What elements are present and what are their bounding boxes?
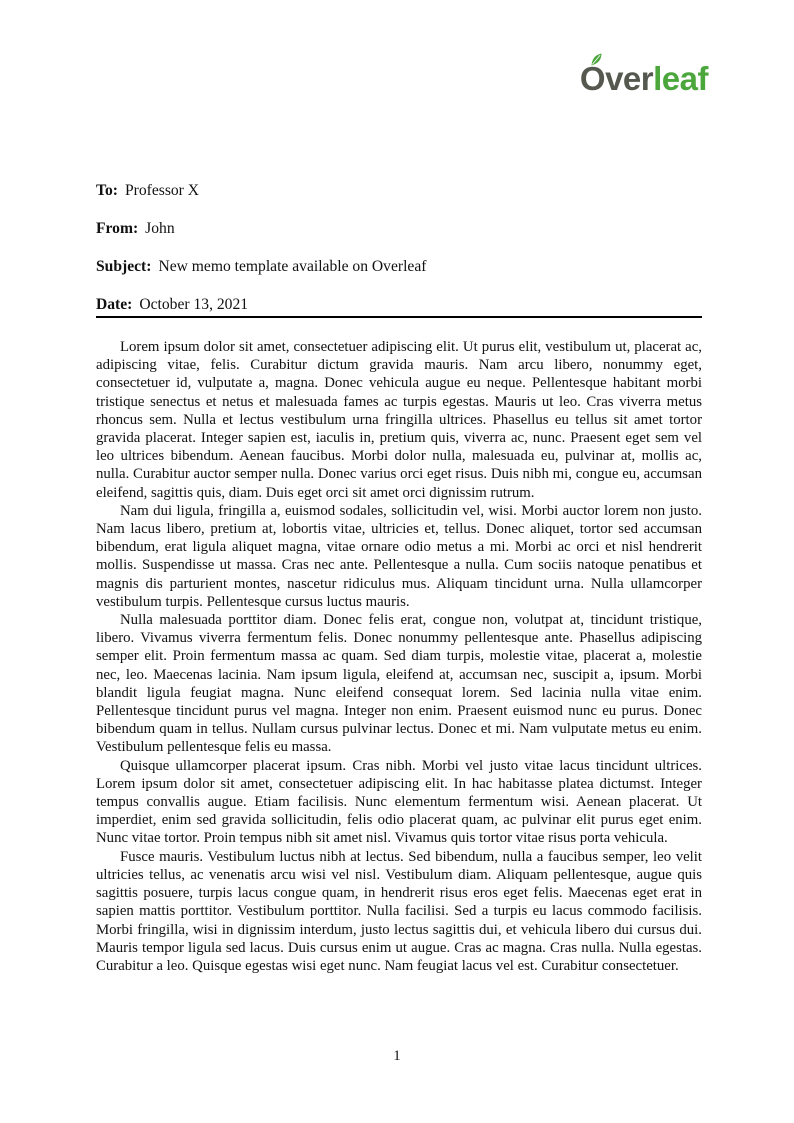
memo-field-value: John [145, 220, 175, 237]
logo-letter-o [580, 60, 605, 98]
body-paragraph: Lorem ipsum dolor sit amet, consectetuer adipiscing elit. Ut purus elit, vestibulum ut, placerat ac, adipiscing vitae, felis. Curabitur dictum gravida mauris. Nam arcu libero, nonummy eget, consectetuer id, vulputate a, magna. Donec vehicula augue eu neque. Pellentesque habitant morbi tristique senectus et netus et malesuada fames ac turpis egestas. Mauris ut leo. Cras viverra metus rhoncus sem. Nulla et lectus vestibulum urna fringilla ultrices. Phasellus eu tellus sit amet tortor gravida placerat. Integer sapien est, iaculis in, pretium quis, viverra ac, nunc. Praesent eget sem vel leo ultrices bibendum. Aenean faucibus. Morbi dolor nulla, malesuada eu, pulvinar at, mollis ac, nulla. Curabitur auctor semper nulla. Donec varius orci eget risus. Duis nibh mi, congue eu, accumsan eleifend, sagittis quis, diam. Duis eget orci sit amet orci dignissim rutrum. [96, 339, 702, 501]
memo-field-label: Subject: [96, 258, 152, 275]
memo-body [96, 338, 702, 975]
divider-rule [96, 316, 702, 318]
body-paragraph: Nam dui ligula, fringilla a, euismod sodales, sollicitudin vel, wisi. Morbi auctor lorem non justo. Nam lacus libero, pretium at, lobortis vitae, ultricies et, tellus. Donec aliquet, tortor sed accumsan bibendum, erat ligula aliquet magna, vitae ornare odio metus a mi. Morbi ac orci et nisl hendrerit mollis. Suspendisse ut massa. Cras nec ante. Pellentesque a nulla. Cum sociis natoque penatibus et magnis dis parturient montes, nascetur ridiculus mus. Aliquam tincidunt urna. Nulla ullamcorper vestibulum turpis. Pellentesque cursus luctus mauris. [96, 502, 702, 610]
memo-field-label: From: [96, 220, 139, 237]
body-paragraph: Fusce mauris. Vestibulum luctus nibh at lectus. Sed bibendum, nulla a faucibus semper, leo velit ultricies tellus, ac venenatis arcu wisi vel nisl. Vestibulum diam. Aliquam pellentesque, augue quis sagittis posuere, turpis lacus congue quam, in hendrerit risus eros eget felis. Maecenas eget erat in sapien mattis porttitor. Vestibulum porttitor. Nulla facilisi. Sed a turpis eu lacus commodo facilisis. Morbi fringilla, wisi in dignissim interdum, justo lectus sagittis dui, et vehicula libero dui cursus dui. Mauris tempor ligula sed lacus. Duis cursus enim ut augue. Cras ac magna. Cras nulla. Nulla egestas. Curabitur a leo. Quisque egestas wisi eget nunc. Nam feugiat lacus vel est. Curabitur consectetuer. [96, 848, 702, 974]
memo-field-value: Professor X [124, 182, 200, 199]
memo-fields [96, 182, 702, 334]
memo-field-value: October 13, 2021 [139, 296, 249, 313]
memo-field-label: To: [96, 182, 118, 199]
page-number: 1 [393, 1048, 401, 1064]
memo-field [96, 258, 702, 276]
memo-field-value: New memo template available on Overleaf [158, 258, 427, 275]
memo-field [96, 296, 702, 314]
logo-o-text: O [579, 60, 606, 97]
logo-text-gray: ver [605, 60, 654, 97]
memo-field [96, 220, 702, 238]
body-paragraph: Quisque ullamcorper placerat ipsum. Cras nibh. Morbi vel justo vitae lacus tincidunt ultrices. Lorem ipsum dolor sit amet, consectetuer adipiscing elit. In hac habitasse platea dictumst. Integer tempus convallis augue. Etiam facilisis. Nunc elementum fermentum wisi. Aenean placerat. Ut imperdiet, enim sed gravida sollicitudin, felis odio placerat quam, ac pulvinar elit purus eget enim. Nunc vitae tortor. Proin tempus nibh sit amet nisl. Vivamus quis tortor vitae risus porta vehicula. [96, 757, 702, 847]
memo-field-label: Date: [96, 296, 133, 313]
page-footer [0, 1048, 794, 1065]
body-paragraph: Nulla malesuada porttitor diam. Donec felis erat, congue non, volutpat at, tincidunt tristique, libero. Vivamus viverra fermentum felis. Donec nonummy pellentesque ante. Phasellus adipiscing semper elit. Proin fermentum massa ac quam. Sed diam turpis, molestie vitae, placerat a, molestie nec, leo. Maecenas lacinia. Nam ipsum ligula, eleifend at, accumsan nec, suscipit a, ipsum. Morbi blandit ligula feugiat magna. Nunc eleifend consequat lorem. Sed lacinia nulla vitae enim. Pellentesque tincidunt purus vel magna. Integer non enim. Praesent euismod nunc eu purus. Donec bibendum quam in tellus. Nullam cursus pulvinar lectus. Donec et mi. Nam vulputate metus eu enim. Vestibulum pellentesque felis eu massa. [96, 612, 702, 756]
overleaf-logo [580, 60, 708, 98]
memo-field [96, 182, 702, 200]
logo-text-green: leaf [653, 60, 708, 97]
